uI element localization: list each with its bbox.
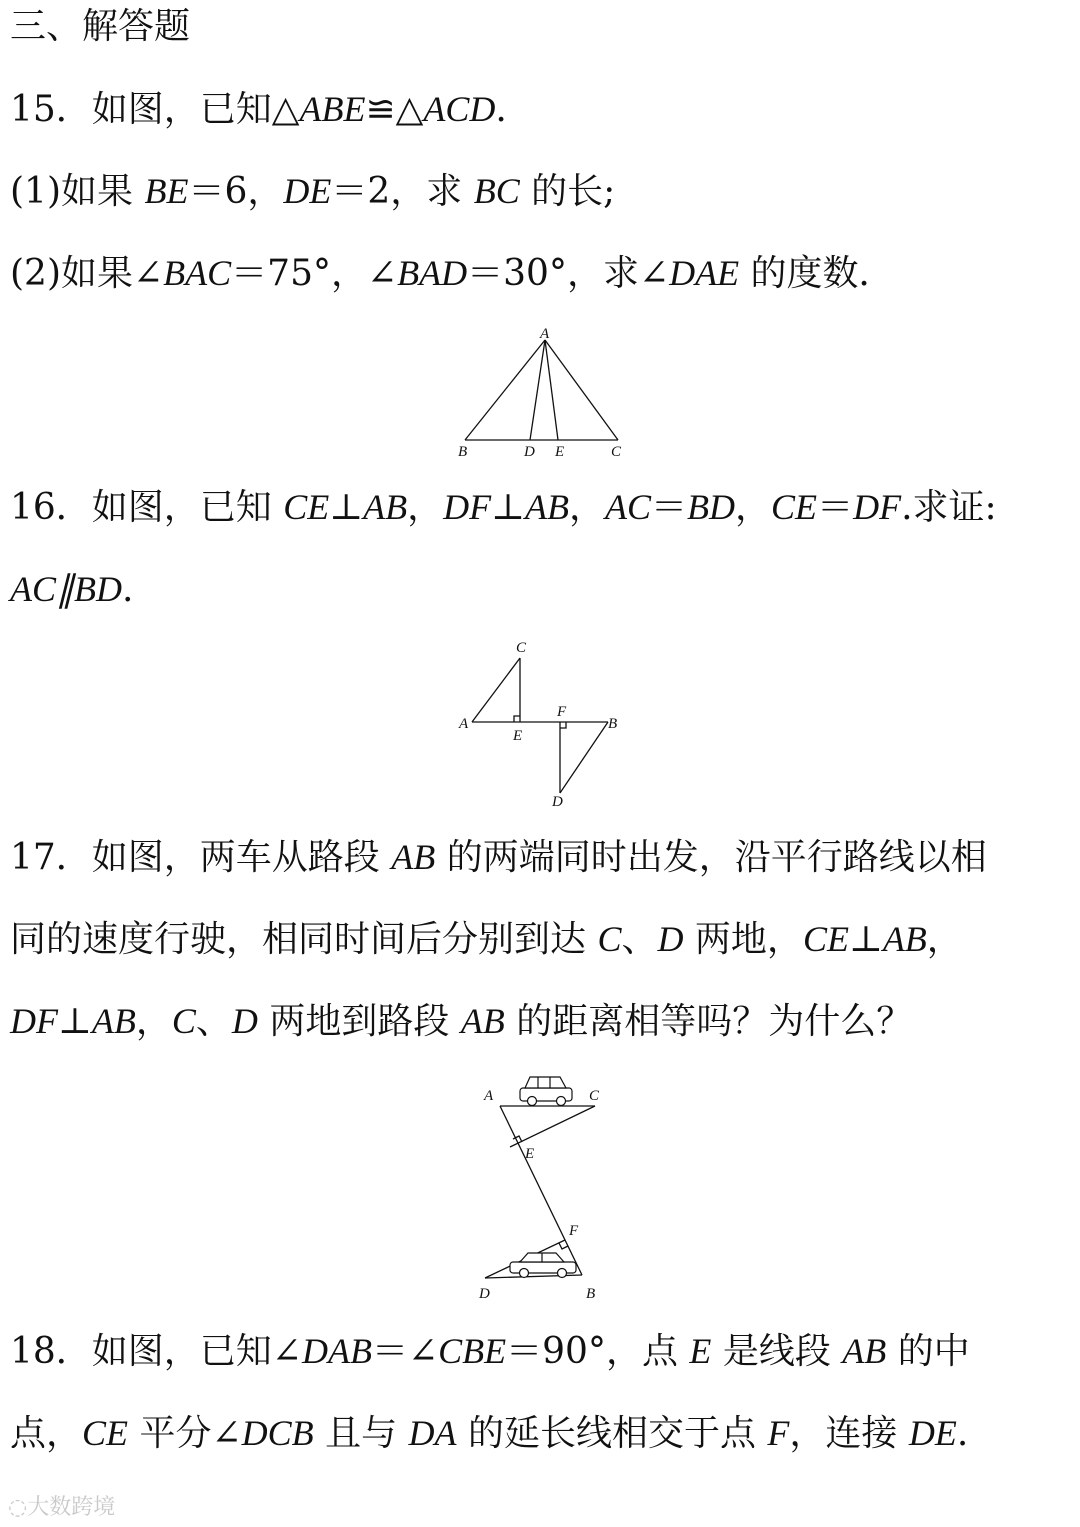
q17-label-D: D [479,1286,490,1302]
q16-line2: AC∥BD. [10,569,134,610]
section-title: 三、解答题 [10,6,191,47]
car-bottom-icon [510,1253,576,1278]
watermark: ◌大数跨境 [8,1495,116,1520]
q15-label-B: B [458,444,468,460]
q15-line1: 15．如图，已知△ABE≌△ACD. [10,89,507,130]
q17-label-F: F [569,1223,579,1239]
q15-label-C: C [611,444,622,460]
q16-label-B: B [608,716,618,732]
q16-label-C: C [516,640,527,656]
q17-figure [470,1068,620,1308]
q16-label-D: D [552,794,563,810]
car-top-icon [520,1077,572,1106]
q17-label-E: E [525,1146,535,1162]
q15-label-D: D [524,444,535,460]
q16-line1: 16．如图，已知 CE⊥AB，DF⊥AB，AC＝BD，CE＝DF.求证: [10,487,997,528]
q18-line2: 点，CE 平分∠DCB 且与 DA 的延长线相交于点 F，连接 DE. [10,1413,969,1454]
watermark-logo-icon: ◌ [8,1495,28,1520]
q17-label-A: A [484,1088,494,1104]
q18-line1: 18．如图，已知∠DAB＝∠CBE＝90°，点 E 是线段 AB 的中 [10,1331,970,1372]
q17-label-B: B [586,1286,596,1302]
q17-line3: DF⊥AB，C、D 两地到路段 AB 的距离相等吗？为什么？ [10,1001,913,1042]
q15-figure [440,322,640,467]
q15-line3: (2)如果∠BAC＝75°，∠BAD＝30°，求∠DAE 的度数． [10,253,895,294]
q15-label-E: E [555,444,565,460]
q16-figure [450,630,640,815]
q17-line2: 同的速度行驶，相同时间后分别到达 C、D 两地，CE⊥AB， [10,919,963,960]
q16-label-F: F [557,704,567,720]
q15-label-A: A [540,326,550,342]
q17-label-C: C [589,1088,600,1104]
q17-line1: 17．如图，两车从路段 AB 的两端同时出发，沿平行路线以相 [10,837,987,878]
q16-label-E: E [513,728,523,744]
q16-label-A: A [459,716,469,732]
q15-line2: (1)如果 BE＝6，DE＝2，求 BC 的长; [10,171,616,212]
